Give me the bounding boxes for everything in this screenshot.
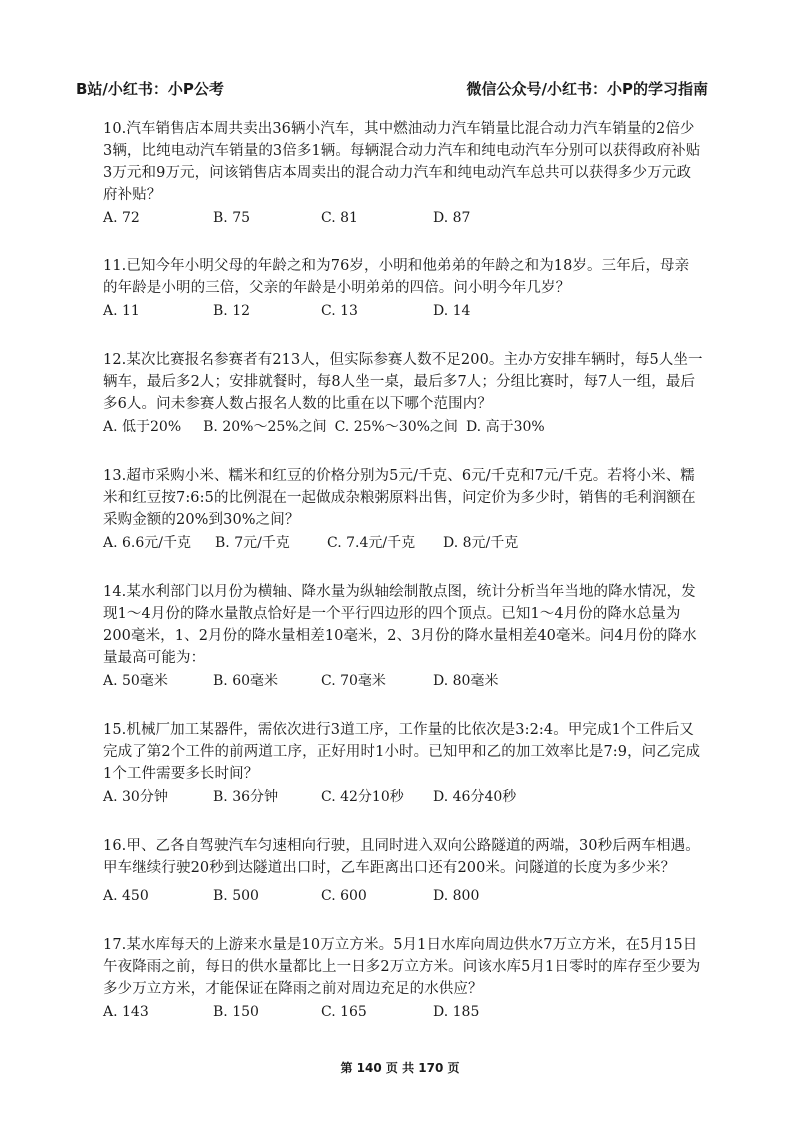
option-row [103,532,703,554]
question-10 [103,118,703,229]
question-13 [103,465,703,554]
question-11 [103,255,703,322]
option-c[interactable]: C. 25%～30%之间 [334,419,458,435]
question-stem: 13.超市采购小米、糯米和红豆的价格分别为5元/千克、6元/千克和7元/千克。若将小米、糯米和红豆按7:6:5的比例混在一起做成杂粮粥原料出售，问定价为多少时，销售的毛利润额在采购金额的20%到30%之间？ [103,468,696,528]
option-a[interactable]: A. 低于20% [103,419,182,435]
option-row [103,207,703,229]
option-a[interactable]: A. 11 [103,303,140,319]
option-b[interactable]: B. 150 [213,1004,259,1020]
question-16 [103,835,703,907]
question-stem: 10.汽车销售店本周共卖出36辆小汽车，其中燃油动力汽车销量比混合动力汽车销量的2倍少3辆，比纯电动汽车销量的3倍多1辆。每辆混合动力汽车和纯电动汽车分别可以获得政府补贴3万元和9万元，问该销售店本周卖出的混合动力汽车和纯电动汽车总共可以获得多少万元政府补贴？ [103,121,701,203]
option-a[interactable]: A. 50毫米 [103,673,168,689]
option-b[interactable]: B. 20%～25%之间 [203,419,327,435]
option-c[interactable]: C. 70毫米 [321,673,386,689]
option-c[interactable]: C. 81 [321,210,358,226]
option-a[interactable]: A. 143 [103,1004,149,1020]
option-b[interactable]: B. 12 [213,303,251,319]
option-row [103,416,703,438]
question-stem: 12.某次比赛报名参赛者有213人，但实际参赛人数不足200。主办方安排车辆时，每5人坐一辆车，最后多2人；安排就餐时，每8人坐一桌，最后多7人；分组比赛时，每7人一组，最后多6人。问未参赛人数占报名人数的比重在以下哪个范围内？ [103,352,703,412]
header-left-text: B站/小红书：小P公考 [76,80,224,98]
option-a[interactable]: A. 72 [103,210,140,226]
question-stem: 15.机械厂加工某器件，需依次进行3道工序，工作量的比依次是3:2:4。甲完成1个工件后又完成了第2个工件的前两道工序，正好用时1小时。已知甲和乙的加工效率比是7:9，问乙完成1个工件需要多长时间？ [103,722,701,782]
question-15 [103,719,703,808]
option-d[interactable]: D. 8元/千克 [443,535,519,551]
page-number: 第 140 页 共 170 页 [340,1061,460,1075]
option-d[interactable]: D. 80毫米 [433,673,499,689]
option-d[interactable]: D. 14 [433,303,471,319]
option-c[interactable]: C. 600 [321,888,367,904]
option-c[interactable]: C. 165 [321,1004,367,1020]
option-c[interactable]: C. 13 [321,303,358,319]
question-stem: 14.某水利部门以月份为横轴、降水量为纵轴绘制散点图，统计分析当年当地的降水情况，发现1～4月份的降水量散点恰好是一个平行四边形的四个顶点。已知1～4月份的降水总量为200毫米，1、2月份的降水量相差10毫米，2、3月份的降水量相差40毫米。问4月份的降水量最高可能为： [103,584,697,666]
option-b[interactable]: B. 500 [213,888,259,904]
question-stem: 16.甲、乙各自驾驶汽车匀速相向行驶，且同时进入双向公路隧道的两端，30秒后两车相遇。甲车继续行驶20秒到达隧道出口时，乙车距离出口还有200米。问隧道的长度为多少米？ [103,838,700,876]
option-row [103,786,703,808]
question-stem: 11.已知今年小明父母的年龄之和为76岁，小明和他弟弟的年龄之和为18岁。三年后，母亲的年龄是小明的三倍，父亲的年龄是小明弟弟的四倍。问小明今年几岁？ [103,258,690,296]
option-d[interactable]: D. 46分40秒 [433,789,517,805]
option-b[interactable]: B. 36分钟 [213,789,279,805]
question-12 [103,349,703,438]
option-row [103,1001,703,1023]
question-14 [103,581,703,692]
option-d[interactable]: D. 87 [433,210,471,226]
option-d[interactable]: D. 高于30% [465,419,545,435]
option-b[interactable]: B. 60毫米 [213,673,279,689]
option-a[interactable]: A. 450 [103,888,149,904]
option-row [103,300,703,322]
question-stem: 17.某水库每天的上游来水量是10万立方米。5月1日水库向周边供水7万立方米，在5月15日午夜降雨之前，每日的供水量都比上一日多2万立方米。问该水库5月1日零时的库存至少要为多少万立方米，才能保证在降雨之前对周边充足的水供应？ [103,937,701,997]
option-c[interactable]: C. 42分10秒 [321,789,404,805]
option-c[interactable]: C. 7.4元/千克 [327,535,416,551]
option-d[interactable]: D. 800 [433,888,480,904]
option-row [103,670,703,692]
page-header [76,78,708,99]
option-a[interactable]: A. 6.6元/千克 [103,535,191,551]
header-right-text: 微信公众号/小红书：小P的学习指南 [466,80,708,98]
option-a[interactable]: A. 30分钟 [103,789,168,805]
option-b[interactable]: B. 7元/千克 [215,535,290,551]
page-footer [0,1059,800,1076]
option-b[interactable]: B. 75 [213,210,251,226]
option-d[interactable]: D. 185 [433,1004,480,1020]
question-list [103,118,703,1023]
option-row [103,885,703,907]
question-17 [103,934,703,1023]
